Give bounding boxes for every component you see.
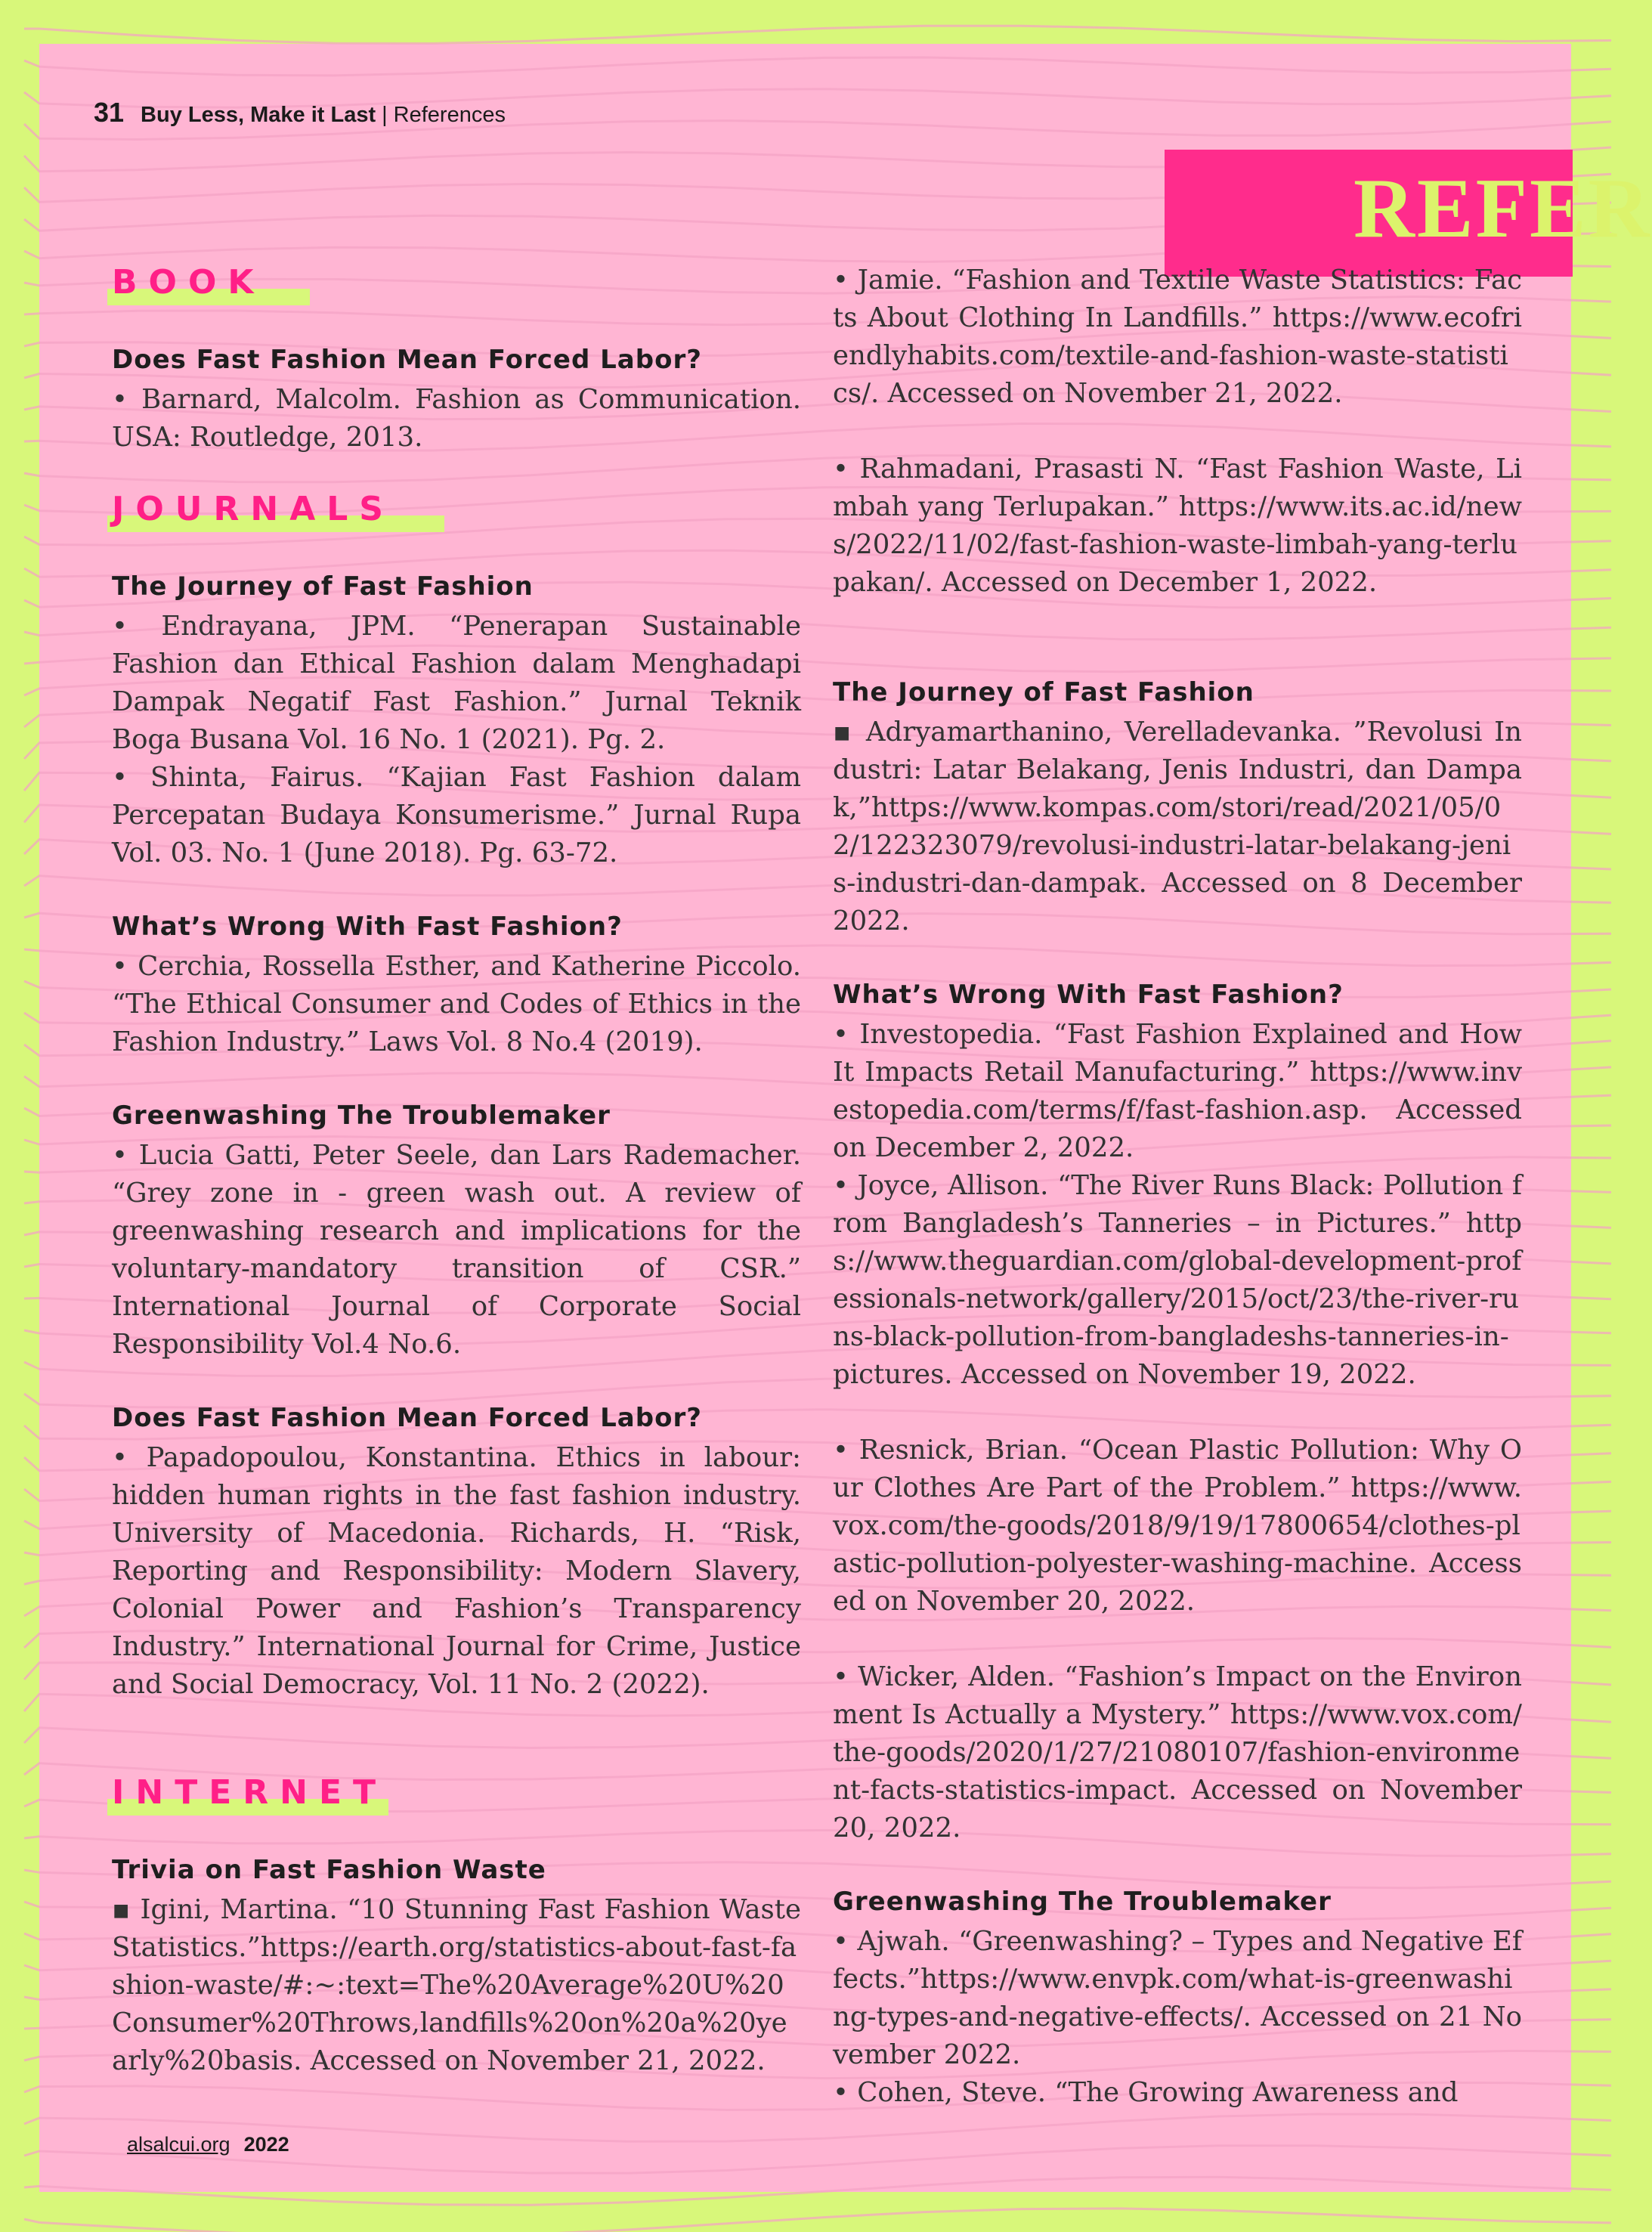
section-title-book: BOOK [112, 263, 265, 302]
page-footer [127, 2133, 289, 2156]
section-title-journals: JOURNALS [112, 490, 394, 529]
section-title-internet: INTERNET [112, 1773, 387, 1813]
entry-adryamarthanino: ▪ Adryamarthanino, Verelladevanka. ”Revolusi Industri: Latar Belakang, Jenis Industri, dan Dampak,”https://www.kompas.com/stori/read/2021/05/02/122323079/revolusi-industri-latar-belakang-jenis-industri-dan-dampak. Accessed on 8 December 2022. [833, 717, 1522, 936]
entry-igini: ▪ Igini, Martina. “10 Stunning Fast Fashion Waste Statistics.”https://earth.org/statistics-about-fast-fashion-waste/#:~:text=The%20Average%20U%20Consumer%20Throws,landfills%20on%20a%20yearly%20basis. Accessed on November 21, 2022. [112, 1894, 801, 2076]
footer-site-link[interactable]: alsalcui.org [127, 2133, 230, 2156]
entry-ajwah: • Ajwah. “Greenwashing? – Types and Negative Effects.”https://www.envpk.com/what-is-greenwashing-types-and-negative-effects/. Accessed on 21 November 2022. [833, 1926, 1522, 2070]
heading-wrong-right: What’s Wrong With Fast Fashion? [833, 980, 1344, 1010]
entry-wicker: • Wicker, Alden. “Fashion’s Impact on the Environment Is Actually a Mystery.” https://www.vox.com/the-goods/2020/1/27/21080107/fashion-environment-facts-statistics-impact. Accessed on November 20, 2022. [833, 1661, 1522, 1843]
page-number: 31 [94, 97, 125, 128]
heading-wrong: What’s Wrong With Fast Fashion? [112, 912, 623, 942]
heading-trivia: Trivia on Fast Fashion Waste [112, 1855, 546, 1885]
heading-greenwashing-right: Greenwashing The Troublemaker [833, 1887, 1332, 1917]
entry-jamie: • Jamie. “Fashion and Textile Waste Statistics: Facts About Clothing In Landfills.” https://www.ecofriendlyhabits.com/textile-and-fashion-waste-statistics/. Accessed on November 21, 2022. [833, 265, 1522, 409]
footer-year: 2022 [243, 2133, 289, 2156]
references-banner [1165, 150, 1652, 277]
entry-joyce: • Joyce, Allison. “The River Runs Black: Pollution from Bangladesh’s Tanneries – in Pictures.” https://www.theguardian.com/global-development-professionals-network/gallery/2015/oct/23/the-river-runs-black-pollution-from-bangladeshs-tanneries-in-pictures. Accessed on November 19, 2022. [833, 1170, 1522, 1390]
entry-gatti: • Lucia Gatti, Peter Seele, dan Lars Rademacher. “Grey zone in - green wash out. A review of greenwashing research and implications for the voluntary-mandatory transition of CSR.” International Journal of Corporate Social Responsibility Vol.4 No.6. [112, 1140, 801, 1360]
running-header [94, 97, 506, 128]
entry-cohen: • Cohen, Steve. “The Growing Awareness and [833, 2077, 1459, 2108]
heading-journey-right: The Journey of Fast Fashion [833, 677, 1254, 707]
header-separator: | [382, 103, 388, 127]
entry-papadopoulou: • Papadopoulou, Konstantina. Ethics in labour: hidden human rights in the fast fashion industry. University of Macedonia. Richards, H. “Risk, Reporting and Responsibility: Modern Slavery, Colonial Power and Fashion’s Transparency Industry.” International Journal for Crime, Justice and Social Democracy, Vol. 11 No. 2 (2022). [112, 1442, 801, 1700]
section-name: References [393, 103, 506, 127]
heading-book: Does Fast Fashion Mean Forced Labor? [112, 345, 702, 375]
entry-cerchia: • Cerchia, Rossella Esther, and Katherine Piccolo. “The Ethical Consumer and Codes of Ethics in the Fashion Industry.” Laws Vol. 8 No.4 (2019). [112, 951, 801, 1057]
entry-rahmadani: • Rahmadani, Prasasti N. “Fast Fashion Waste, Limbah yang Terlupakan.” https://www.its.ac.id/news/2022/11/02/fast-fashion-waste-limbah-yang-terlupakan/. Accessed on December 1, 2022. [833, 454, 1522, 598]
entry-resnick: • Resnick, Brian. “Ocean Plastic Pollution: Why Our Clothes Are Part of the Problem.” https://www.vox.com/the-goods/2018/9/19/17800654/clothes-plastic-pollution-polyester-washing-machine. Accessed on November 20, 2022. [833, 1435, 1522, 1617]
entry-investopedia: • Investopedia. “Fast Fashion Explained and How It Impacts Retail Manufacturing.” https://www.investopedia.com/terms/f/fast-fashion.asp. Accessed on December 2, 2022. [833, 1019, 1522, 1163]
banner-title: REFER [1353, 162, 1652, 255]
page [39, 44, 1652, 2192]
entry-endrayana: • Endrayana, JPM. “Penerapan Sustainable Fashion dan Ethical Fashion dalam Menghadapi Dampak Negatif Fast Fashion.” Jurnal Teknik Boga Busana Vol. 16 No. 1 (2021). Pg. 2. [112, 611, 801, 755]
entry-shinta: • Shinta, Fairus. “Kajian Fast Fashion dalam Percepatan Budaya Konsumerisme.” Jurnal Rupa Vol. 03. No. 1 (June 2018). Pg. 63-72. [112, 762, 801, 868]
entry-barnard: • Barnard, Malcolm. Fashion as Communication. USA: Routledge, 2013. [112, 384, 801, 453]
heading-forced-labor: Does Fast Fashion Mean Forced Labor? [112, 1403, 702, 1433]
book-title: Buy Less, Make it Last [141, 103, 376, 127]
heading-greenwashing: Greenwashing The Troublemaker [112, 1101, 611, 1131]
heading-journey: The Journey of Fast Fashion [112, 571, 534, 602]
